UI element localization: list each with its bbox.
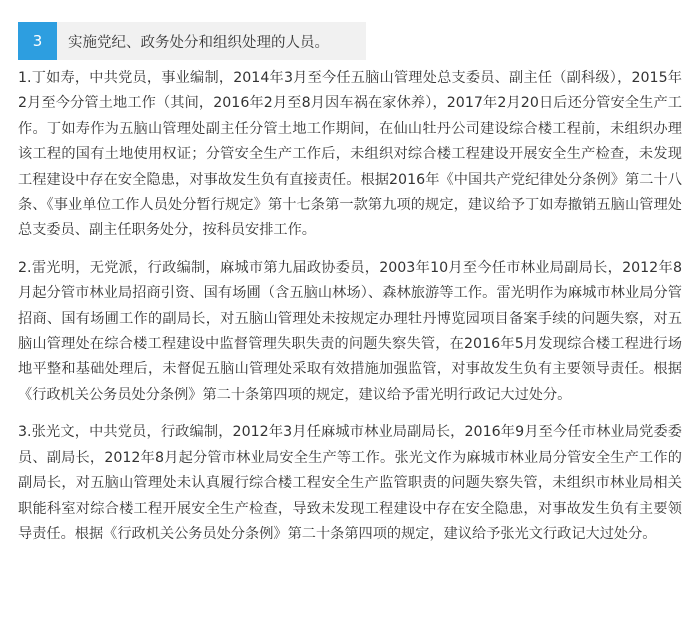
paragraph-zhang-guangwen: 3.张光文，中共党员，行政编制，2012年3月任麻城市林业局副局长，2016年9月至今任市林业局党委委员、副局长，2012年8月起分管市林业局安全生产等工作。张光文作为麻城市林业局分管安全生产工作的副局长，对五脑山管理处未认真履行综合楼工程安全生产监管职责的问题失察失管，未组织市林业局相关职能科室对综合楼工程开展安全生产检查，导致未发现工程建设中存在安全隐患，对事故发生负有主要领导责任。根据《行政机关公务员处分条例》第二十条第四项的规定，建议给予张光文行政记大过处分。	[18, 424, 682, 542]
section-header	[18, 22, 366, 60]
section-title: 实施党纪、政务处分和组织处理的人员。	[68, 34, 329, 51]
section-number: 3	[18, 22, 57, 60]
paragraph-ding-rushou: 1.丁如寿，中共党员，事业编制，2014年3月至今任五脑山管理处总支委员、副主任（副科级），2015年2月至今分管土地工作（其间，2016年2月至8月因车祸在家休养），2017年2月20日后还分管安全生产工作。丁如寿作为五脑山管理处副主任分管土地工作期间，在仙山牡丹公司建设综合楼工程前，未组织办理该工程的国有土地使用权证；分管安全生产工作后，未组织对综合楼工程建设开展安全生产检查，未发现工程建设中存在安全隐患，对事故发生负有直接责任。根据2016年《中国共产党纪律处分条例》第二十八条、《事业单位工作人员处分暂行规定》第十七条第一款第九项的规定，建议给予丁如寿撤销五脑山管理处总支委员、副主任职务处分，按科员安排工作。	[18, 70, 682, 239]
paragraph-lei-guangming: 2.雷光明，无党派，行政编制，麻城市第九届政协委员，2003年10月至今任市林业局副局长，2012年8月起分管市林业局招商引资、国有场圃（含五脑山林场）、森林旅游等工作。雷光明作为麻城市林业局分管招商、国有场圃工作的副局长，对五脑山管理处未按规定办理牡丹博览园项目备案手续的问题失察，对五脑山管理处在综合楼工程建设中监督管理失职失责的问题失察失管，在2016年5月发现综合楼工程进行场地平整和基础处理后，未督促五脑山管理处采取有效措施加强监管，对事故发生负有主要领导责任。根据《行政机关公务员处分条例》第二十条第四项的规定，建议给予雷光明行政记大过处分。	[18, 259, 682, 403]
document-body	[18, 66, 682, 559]
